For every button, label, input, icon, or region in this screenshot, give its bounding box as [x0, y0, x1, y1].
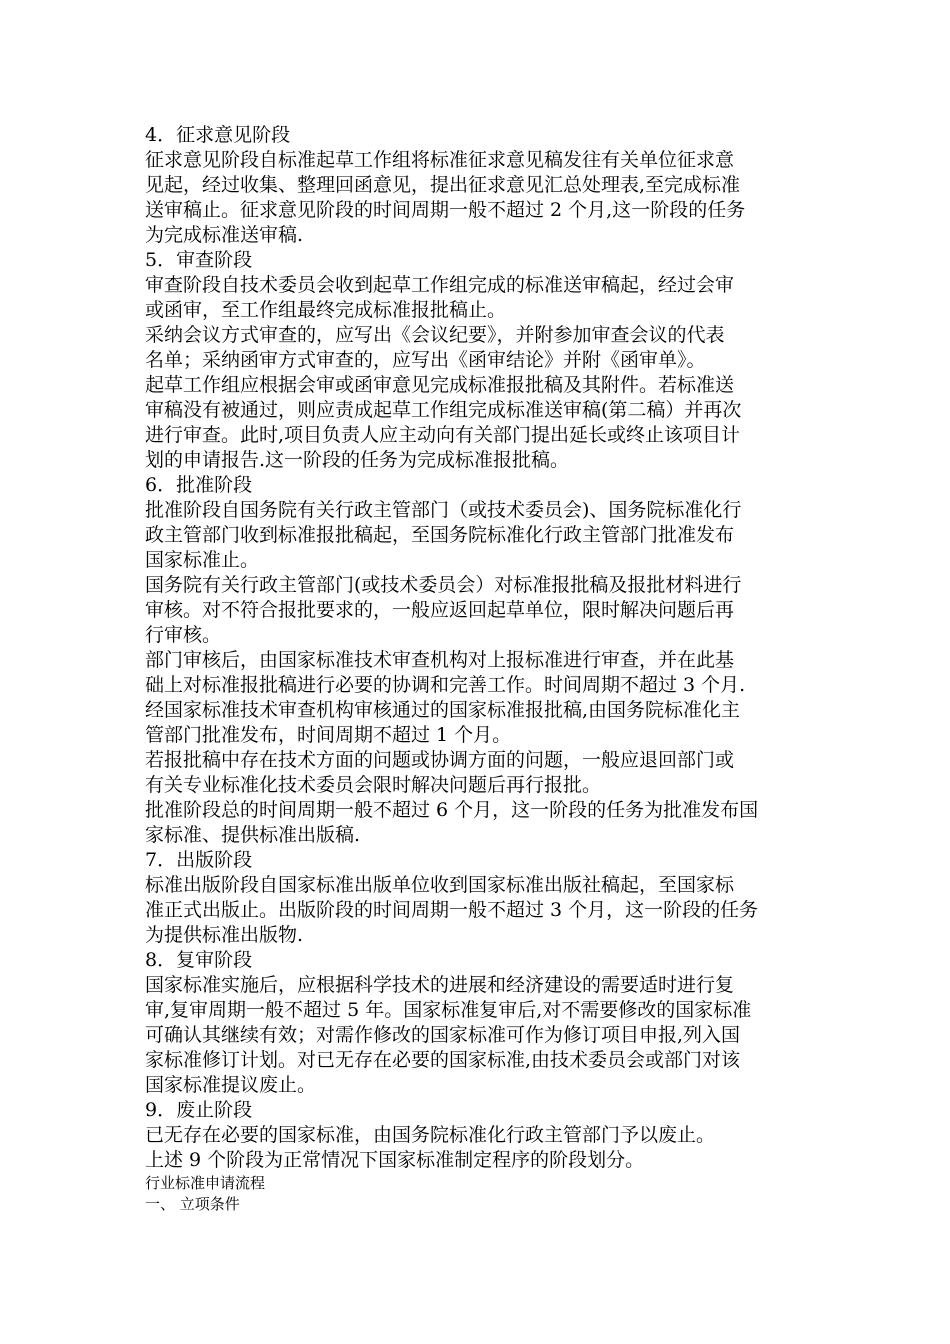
subheading: 行业标准申请流程 — [145, 1174, 266, 1192]
section-heading-5: 5．审查阶段 — [145, 249, 253, 271]
text-line: 可确认其继续有效；对需作修改的国家标准可作为修订项目申报,列入国 — [145, 1024, 741, 1046]
text-line: 础上对标准报批稿进行必要的协调和完善工作。时间周期不超过 3 个月. — [145, 674, 746, 696]
text-line: 或函审，至工作组最终完成标准报批稿止。 — [145, 299, 507, 321]
text-line: 审核。对不符合报批要求的，一般应返回起草单位，限时解决问题后再 — [145, 599, 735, 621]
text-line: 政主管部门收到标准报批稿起，至国务院标准化行政主管部门批准发布 — [145, 524, 735, 546]
text-line: 国家标准实施后，应根据科学技术的进展和经济建设的需要适时进行复 — [145, 974, 735, 996]
text-line: 征求意见阶段自标准起草工作组将标准征求意见稿发往有关单位征求意 — [145, 149, 735, 171]
text-line: 标准出版阶段自国家标准出版单位收到国家标准出版社稿起，至国家标 — [145, 874, 735, 896]
text-line: 为完成标准送审稿. — [145, 224, 304, 246]
text-line: 国家标准提议废止。 — [145, 1074, 317, 1096]
text-line: 审稿没有被通过，则应责成起草工作组完成标准送审稿(第二稿）并再次 — [145, 399, 742, 421]
section-heading-7: 7．出版阶段 — [145, 849, 253, 871]
section-heading-8: 8．复审阶段 — [145, 949, 253, 971]
text-line: 家标准、提供标准出版稿. — [145, 824, 361, 846]
text-line: 国家标准止。 — [145, 549, 260, 571]
text-line: 国务院有关行政主管部门(或技术委员会）对标准报批稿及报批材料进行 — [145, 574, 742, 596]
text-line: 为提供标准出版物. — [145, 924, 304, 946]
list-item: 一、 立项条件 — [145, 1195, 240, 1213]
text-line: 管部门批准发布，时间周期不超过 1 个月。 — [145, 724, 512, 746]
text-line: 见起，经过收集、整理回函意见，提出征求意见汇总处理表,至完成标准 — [145, 174, 741, 196]
section-heading-9: 9．废止阶段 — [145, 1099, 253, 1121]
text-line: 批准阶段自国务院有关行政主管部门（或技术委员会)、国务院标准化行 — [145, 499, 742, 521]
text-line: 送审稿止。征求意见阶段的时间周期一般不超过 2 个月,这一阶段的任务 — [145, 199, 746, 221]
text-line: 起草工作组应根据会审或函审意见完成标准报批稿及其附件。若标准送 — [145, 374, 735, 396]
text-line: 已无存在必要的国家标准，由国务院标准化行政主管部门予以废止。 — [145, 1124, 716, 1146]
text-line: 有关专业标准化技术委员会限时解决问题后再行报批。 — [145, 774, 602, 796]
text-line: 批准阶段总的时间周期一般不超过 6 个月，这一阶段的任务为批准发布国 — [145, 799, 759, 821]
text-line: 部门审核后，由国家标准技术审查机构对上报标准进行审查，并在此基 — [145, 649, 735, 671]
text-line: 若报批稿中存在技术方面的问题或协调方面的问题，一般应退回部门或 — [145, 749, 735, 771]
text-line: 上述 9 个阶段为正常情况下国家标准制定程序的阶段划分。 — [145, 1149, 645, 1171]
section-heading-6: 6．批准阶段 — [145, 474, 253, 496]
text-line: 准正式出版止。出版阶段的时间周期一般不超过 3 个月，这一阶段的任务 — [145, 899, 759, 921]
document-body — [145, 123, 815, 1215]
text-line: 审,复审周期一般不超过 5 年。国家标准复审后,对不需要修改的国家标准 — [145, 999, 752, 1021]
section-heading-4: 4．征求意见阶段 — [145, 124, 291, 146]
text-line: 行审核。 — [145, 624, 222, 646]
text-line: 家标准修订计划。对已无存在必要的国家标准,由技术委员会或部门对该 — [145, 1049, 741, 1071]
text-line: 经国家标准技术审查机构审核通过的国家标准报批稿,由国务院标准化主 — [145, 699, 741, 721]
text-line: 采纳会议方式审查的，应写出《会议纪要》，并附参加审查会议的代表 — [145, 324, 725, 346]
text-line: 划的申请报告.这一阶段的任务为完成标准报批稿。 — [145, 449, 570, 471]
text-line: 审查阶段自技术委员会收到起草工作组完成的标准送审稿起，经过会审 — [145, 274, 735, 296]
text-line: 名单；采纳函审方式审查的，应写出《函审结论》并附《函审单》。 — [145, 349, 706, 371]
text-line: 进行审查。此时,项目负责人应主动向有关部门提出延长或终止该项目计 — [145, 424, 741, 446]
